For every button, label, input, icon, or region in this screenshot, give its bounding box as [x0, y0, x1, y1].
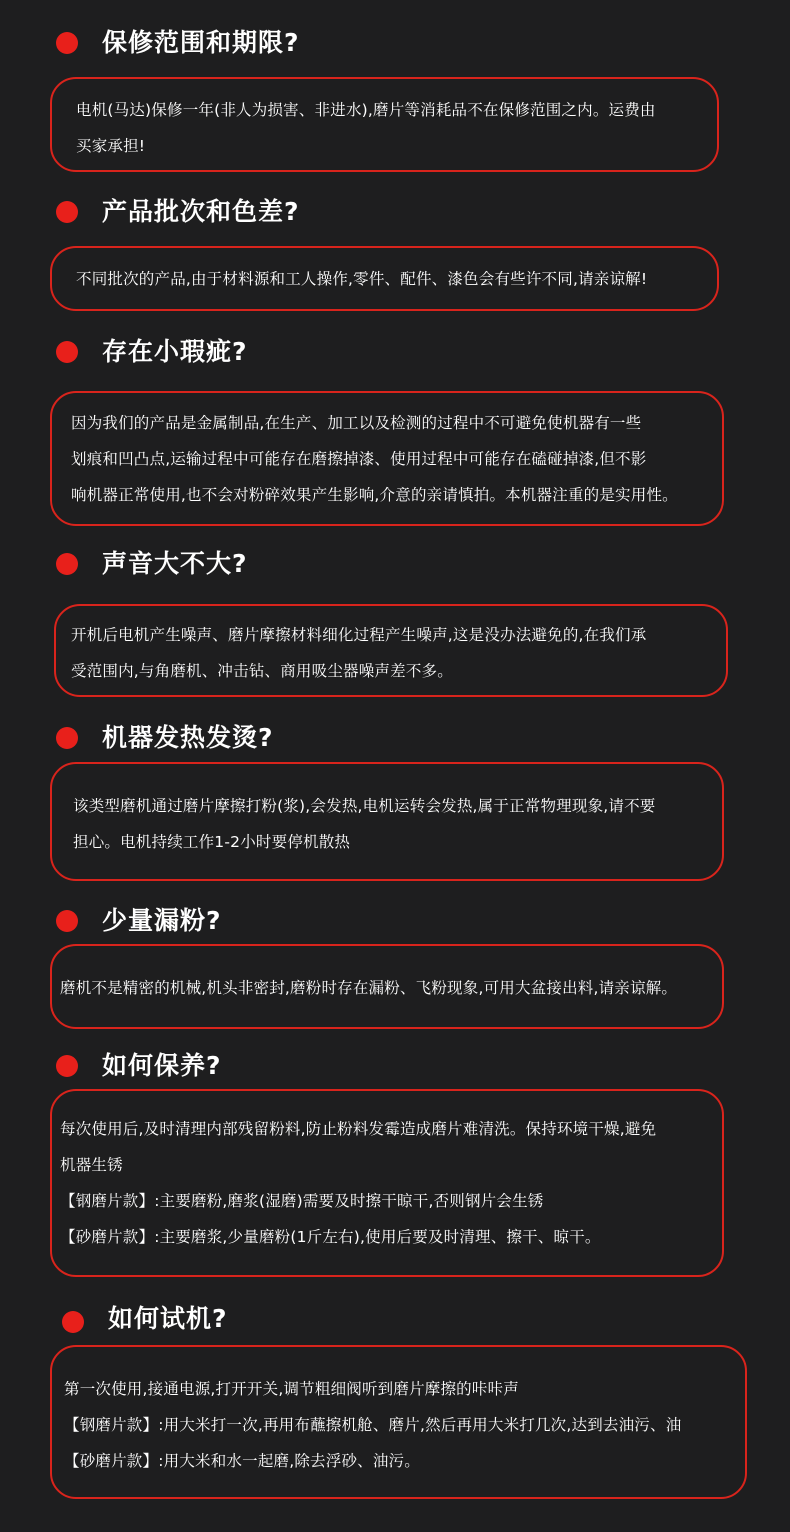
- answer-line: 机器生锈: [60, 1156, 123, 1174]
- answer-line: 不同批次的产品,由于材料源和工人操作,零件、配件、漆色会有些许不同,请亲谅解!: [76, 270, 648, 288]
- bullet-dot-icon: [56, 727, 78, 749]
- answer-line: 电机(马达)保修一年(非人为损害、非进水),磨片等消耗品不在保修范围之内。运费由: [76, 101, 656, 119]
- section-title: 少量漏粉?: [102, 906, 222, 935]
- section-heading: [56, 30, 300, 55]
- section-title: 存在小瑕疵?: [102, 337, 248, 366]
- section-title: 声音大不大?: [102, 549, 248, 578]
- answer-text: [64, 1371, 681, 1479]
- section-heading: [56, 908, 222, 933]
- answer-line: 划痕和凹凸点,运输过程中可能存在磨擦掉漆、使用过程中可能存在磕碰掉漆,但不影: [71, 450, 647, 468]
- answer-line: 受范围内,与角磨机、冲击钻、商用吸尘器噪声差不多。: [71, 662, 453, 680]
- section-heading: [56, 1053, 222, 1078]
- section-title: 机器发热发烫?: [102, 723, 274, 752]
- answer-line: 磨机不是精密的机械,机头非密封,磨粉时存在漏粉、飞粉现象,可用大盆接出料,请亲谅解。: [60, 979, 678, 997]
- answer-box: [50, 1089, 724, 1277]
- answer-line: 开机后电机产生噪声、磨片摩擦材料细化过程产生噪声,这是没办法避免的,在我们承: [71, 626, 647, 644]
- bullet-dot-icon: [56, 341, 78, 363]
- section-title: 保修范围和期限?: [102, 28, 300, 57]
- answer-box: [50, 762, 724, 881]
- answer-box: [50, 944, 724, 1029]
- answer-line: 买家承担!: [76, 137, 146, 155]
- bullet-dot-icon: [56, 553, 78, 575]
- answer-line: 【砂磨片款】:用大米和水一起磨,除去浮砂、油污。: [64, 1452, 420, 1470]
- answer-line: 该类型磨机通过磨片摩擦打粉(浆),会发热,电机运转会发热,属于正常物理现象,请不要: [73, 797, 656, 815]
- section-title: 产品批次和色差?: [102, 197, 300, 226]
- section-heading: [56, 551, 248, 576]
- answer-text: [71, 617, 646, 689]
- answer-line: 因为我们的产品是金属制品,在生产、加工以及检测的过程中不可避免使机器有一些: [71, 414, 642, 432]
- bullet-dot-icon: [56, 1055, 78, 1077]
- section-heading: [62, 1303, 228, 1333]
- answer-line: 【钢磨片款】:用大米打一次,再用布蘸擦机舱、磨片,然后再用大米打几次,达到去油污、油: [64, 1416, 682, 1434]
- bullet-dot-icon: [56, 32, 78, 54]
- section-heading: [56, 199, 300, 224]
- answer-text: [71, 405, 678, 513]
- answer-box: [50, 246, 719, 311]
- answer-text: [60, 970, 677, 1006]
- section-heading: [56, 339, 248, 364]
- section-title: 如何保养?: [102, 1051, 222, 1080]
- answer-box: [54, 604, 728, 697]
- answer-line: 每次使用后,及时清理内部残留粉料,防止粉料发霉造成磨片难清洗。保持环境干燥,避免: [60, 1120, 657, 1138]
- section-title: 如何试机?: [108, 1303, 228, 1333]
- answer-line: 【砂磨片款】:主要磨浆,少量磨粉(1斤左右),使用后要及时清理、擦干、晾干。: [60, 1228, 601, 1246]
- answer-text: [73, 788, 656, 860]
- section-heading: [56, 725, 274, 750]
- answer-text: [76, 261, 647, 297]
- answer-line: 【钢磨片款】:主要磨粉,磨浆(湿磨)需要及时擦干晾干,否则钢片会生锈: [60, 1192, 544, 1210]
- answer-box: [50, 391, 724, 526]
- answer-line: 响机器正常使用,也不会对粉碎效果产生影响,介意的亲请慎拍。本机器注重的是实用性。: [71, 486, 678, 504]
- answer-text: [60, 1111, 656, 1255]
- answer-box: [50, 77, 719, 172]
- answer-line: 第一次使用,接通电源,打开开关,调节粗细阀听到磨片摩擦的咔咔声: [64, 1380, 519, 1398]
- answer-box: [50, 1345, 747, 1499]
- bullet-dot-icon: [56, 910, 78, 932]
- bullet-dot-icon: [62, 1311, 84, 1333]
- bullet-dot-icon: [56, 201, 78, 223]
- answer-text: [76, 92, 656, 164]
- answer-line: 担心。电机持续工作1-2小时要停机散热: [73, 833, 351, 851]
